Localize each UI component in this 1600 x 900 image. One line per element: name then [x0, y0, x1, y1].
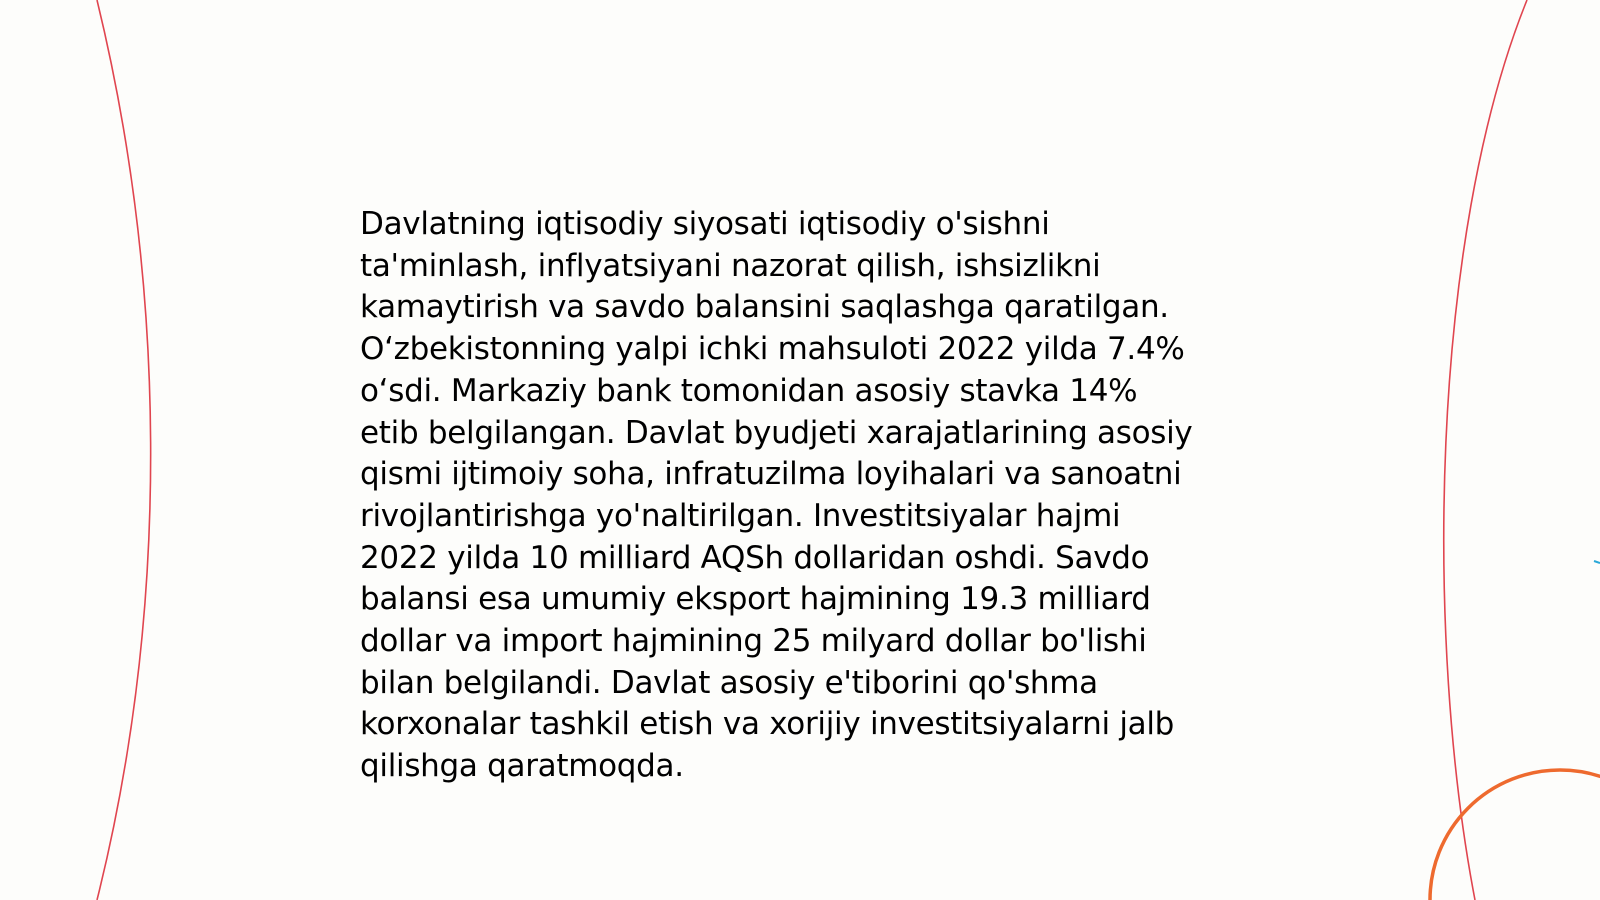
- paragraph-line: bilan belgilandi. Davlat asosiy e'tiborini qo'shma: [360, 664, 1098, 701]
- paragraph-line: ta'minlash, inflyatsiyani nazorat qilish, ishsizlikni: [360, 247, 1101, 284]
- edge-marker-decoration: [1594, 561, 1600, 563]
- paragraph-line: O‘zbekistonning yalpi ichki mahsuloti 2022 yilda 7.4%: [360, 331, 1185, 368]
- right-arc-decoration: [1444, 0, 1527, 900]
- paragraph-line: o‘sdi. Markaziy bank tomonidan asosiy stavka 14%: [360, 372, 1138, 409]
- paragraph-line: kamaytirish va savdo balansini saqlashga qaratilgan.: [360, 289, 1169, 326]
- paragraph-line: korxonalar tashkil etish va xorijiy investitsiyalarni jalb: [360, 706, 1175, 743]
- paragraph-line: 2022 yilda 10 milliard AQSh dollaridan oshdi. Savdo: [360, 539, 1150, 576]
- paragraph-line: dollar va import hajmining 25 milyard dollar bo'lishi: [360, 623, 1147, 660]
- body-paragraph: [360, 204, 1260, 788]
- paragraph-line: etib belgilangan. Davlat byudjeti xarajatlarining asosiy: [360, 414, 1193, 451]
- corner-circle-decoration: [1430, 770, 1600, 900]
- paragraph-line: qilishga qaratmoqda.: [360, 748, 684, 785]
- paragraph-line: Davlatning iqtisodiy siyosati iqtisodiy o'sishni: [360, 206, 1050, 242]
- paragraph-line: qismi ijtimoiy soha, infratuzilma loyihalari va sanoatni: [360, 456, 1182, 493]
- left-arc-decoration: [97, 0, 151, 900]
- paragraph-line: rivojlantirishga yo'naltirilgan. Investitsiyalar hajmi: [360, 497, 1121, 534]
- paragraph-line: balansi esa umumiy eksport hajmining 19.3 milliard: [360, 581, 1151, 618]
